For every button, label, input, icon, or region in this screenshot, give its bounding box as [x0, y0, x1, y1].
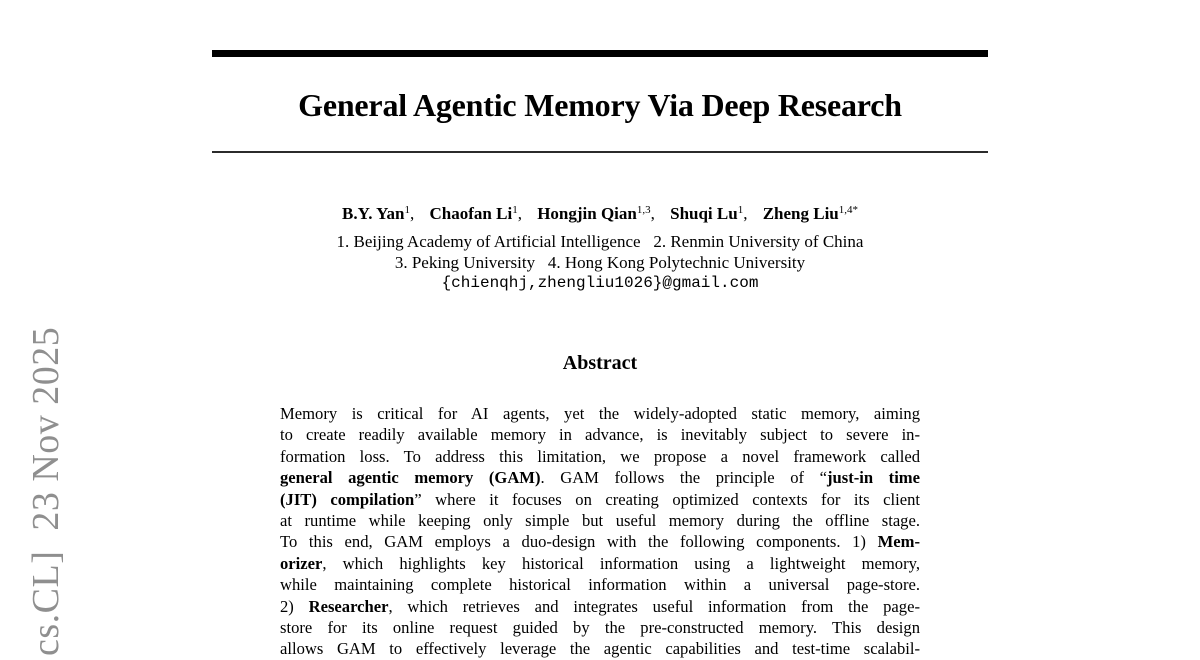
- affiliation-line-2: 3. Peking University 4. Hong Kong Polytechnic University: [394, 253, 806, 272]
- abstract-segment: allows GAM to effectively leverage the agentic capabilities and test-time scalabil-: [280, 639, 920, 659]
- authors-line: [212, 203, 988, 225]
- author-name: Hongjin Qian: [537, 204, 637, 223]
- abstract-segment: general agentic memory (GAM): [280, 468, 541, 488]
- abstract-segment: , which highlights key historical information using a lightweight memory,: [322, 553, 920, 573]
- abstract-segment: . GAM follows the principle of “: [540, 468, 827, 488]
- abstract-line: [280, 531, 920, 552]
- author: [763, 204, 858, 223]
- abstract-line: [280, 510, 920, 531]
- abstract-segment: ” where it focuses on creating optimized contexts for its client: [414, 489, 920, 509]
- author-superscript: 1,3: [636, 204, 651, 216]
- author: [342, 204, 414, 223]
- author-superscript: 1: [512, 204, 518, 216]
- title-rule-bottom: [212, 151, 988, 153]
- paper-column: [212, 0, 988, 660]
- author: [670, 204, 747, 223]
- abstract-line: [280, 617, 920, 638]
- abstract-line: [280, 489, 920, 510]
- author-separator: ,: [743, 204, 748, 223]
- abstract-line: [280, 553, 920, 574]
- author-name: Shuqi Lu: [670, 204, 738, 223]
- arxiv-stamp: cs.CL] 23 Nov 2025: [25, 326, 67, 656]
- author-separator: ,: [650, 204, 655, 223]
- abstract-line: [280, 638, 920, 659]
- abstract-line: [280, 574, 920, 595]
- abstract-segment: orizer: [280, 553, 323, 573]
- abstract-segment: (JIT) compilation: [280, 489, 415, 509]
- abstract-line: [280, 424, 920, 445]
- affiliation-line-1: 1. Beijing Academy of Artificial Intelligence 2. Renmin University of China: [336, 232, 864, 251]
- abstract-segment: 2): [280, 596, 309, 616]
- author-name: Zheng Liu: [762, 204, 839, 223]
- author-superscript: 1: [737, 204, 744, 216]
- abstract-segment: just-in time: [827, 468, 920, 488]
- abstract-segment: , which retrieves and integrates useful information from the page-: [388, 596, 920, 616]
- abstract-heading: Abstract: [562, 352, 638, 374]
- contact-email: {chienqhj,zhengliu1026}@gmail.com: [441, 274, 759, 292]
- author-name: Chaofan Li: [429, 204, 513, 223]
- abstract-line: [280, 596, 920, 617]
- abstract-segment: to create readily available memory in advance, is inevitably subject to severe in-: [280, 425, 920, 445]
- abstract-segment: To this end, GAM employs a duo-design with the following components. 1): [280, 532, 878, 552]
- abstract-line: [280, 467, 920, 488]
- author-superscript: 1: [404, 204, 411, 216]
- author: [537, 204, 655, 223]
- abstract-segment: store for its online request guided by the pre-constructed memory. This design: [280, 618, 920, 638]
- abstract-segment: Mem-: [877, 532, 920, 552]
- abstract-segment: Researcher: [308, 596, 389, 616]
- abstract-segment: at runtime while keeping only simple but useful memory during the offline stage.: [280, 511, 920, 531]
- author-separator: ,: [410, 204, 415, 223]
- abstract-segment: Memory is critical for AI agents, yet the widely-adopted static memory, aiming: [280, 404, 920, 423]
- title-rule-top: [212, 50, 988, 57]
- abstract-line: [280, 403, 920, 424]
- author-name: B.Y. Yan: [341, 204, 405, 223]
- author-separator: ,: [517, 204, 522, 223]
- author-superscript: 1,4*: [838, 204, 859, 216]
- abstract-segment: formation loss. To address this limitation, we propose a novel framework called: [280, 446, 920, 466]
- author: [430, 204, 522, 223]
- abstract-line: [280, 446, 920, 467]
- paper-title: General Agentic Memory Via Deep Research: [298, 87, 902, 123]
- abstract-segment: while maintaining complete historical information within a universal page-store.: [280, 575, 920, 595]
- abstract-text: [280, 403, 920, 660]
